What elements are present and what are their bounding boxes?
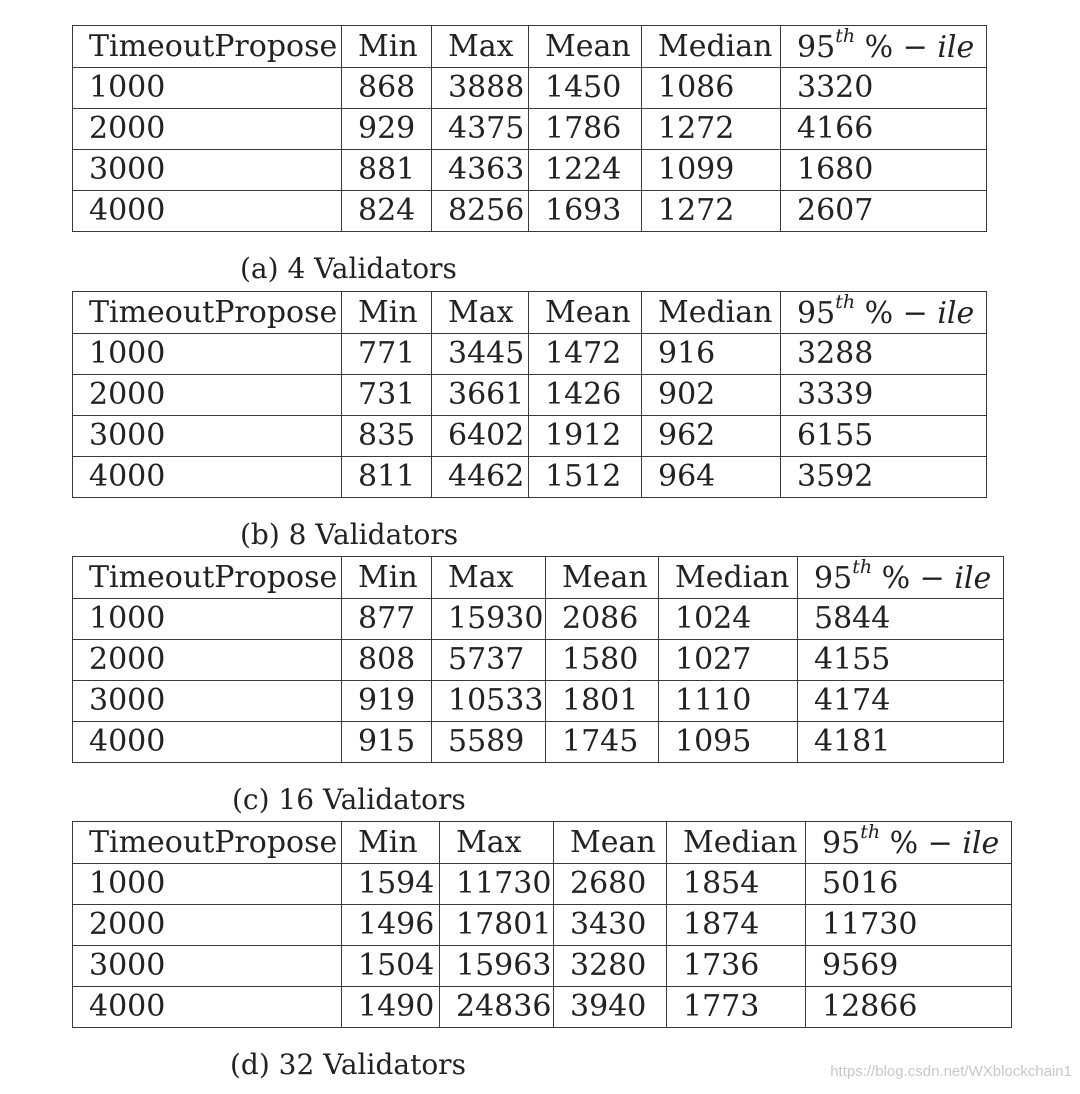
cell: 2680 <box>554 864 667 905</box>
cell: 5016 <box>806 864 1012 905</box>
cell: 824 <box>342 191 432 232</box>
cell: 1224 <box>529 150 642 191</box>
cell: 808 <box>342 640 432 681</box>
cell: 1086 <box>642 68 781 109</box>
cell: 8256 <box>432 191 529 232</box>
cell: 2000 <box>73 109 342 150</box>
cell: 1680 <box>781 150 987 191</box>
cell: 3940 <box>554 987 667 1028</box>
cell: 3320 <box>781 68 987 109</box>
table-row <box>73 109 987 150</box>
cell: 17801 <box>440 905 554 946</box>
cell: 1874 <box>667 905 806 946</box>
cell: 1000 <box>73 864 342 905</box>
header-95th-percentile: 95th % − ile <box>806 822 1012 864</box>
results-table-32-validators <box>72 821 1012 1028</box>
cell: 1594 <box>342 864 440 905</box>
cell: 2000 <box>73 905 342 946</box>
table-header-row <box>73 292 987 334</box>
cell: 1095 <box>659 722 798 763</box>
table-row <box>73 150 987 191</box>
cell: 3592 <box>781 457 987 498</box>
header-timeoutpropose: TimeoutPropose <box>73 822 342 864</box>
cell: 1496 <box>342 905 440 946</box>
header-timeoutpropose: TimeoutPropose <box>73 557 342 599</box>
cell: 4181 <box>798 722 1004 763</box>
cell: 771 <box>342 334 432 375</box>
cell: 731 <box>342 375 432 416</box>
cell: 2607 <box>781 191 987 232</box>
watermark-text: https://blog.csdn.net/WXblockchain1 <box>830 1063 1072 1080</box>
cell: 902 <box>642 375 781 416</box>
header-mean: Mean <box>546 557 659 599</box>
table-caption-b: (b) 8 Validators <box>240 518 459 551</box>
cell: 1472 <box>529 334 642 375</box>
cell: 4000 <box>73 191 342 232</box>
header-mean: Mean <box>529 26 642 68</box>
table-row <box>73 334 987 375</box>
cell: 962 <box>642 416 781 457</box>
cell: 881 <box>342 150 432 191</box>
cell: 1786 <box>529 109 642 150</box>
cell: 868 <box>342 68 432 109</box>
header-max: Max <box>432 557 546 599</box>
table-header-row <box>73 557 1004 599</box>
table-caption-a: (a) 4 Validators <box>240 252 457 285</box>
cell: 4155 <box>798 640 1004 681</box>
cell: 1736 <box>667 946 806 987</box>
cell: 835 <box>342 416 432 457</box>
cell: 1504 <box>342 946 440 987</box>
cell: 5737 <box>432 640 546 681</box>
header-median: Median <box>642 26 781 68</box>
cell: 10533 <box>432 681 546 722</box>
cell: 1801 <box>546 681 659 722</box>
cell: 3280 <box>554 946 667 987</box>
header-max: Max <box>432 26 529 68</box>
header-median: Median <box>642 292 781 334</box>
cell: 4462 <box>432 457 529 498</box>
cell: 915 <box>342 722 432 763</box>
results-table-16-validators <box>72 556 1004 763</box>
header-timeoutpropose: TimeoutPropose <box>73 26 342 68</box>
cell: 1426 <box>529 375 642 416</box>
cell: 877 <box>342 599 432 640</box>
header-mean: Mean <box>554 822 667 864</box>
cell: 4363 <box>432 150 529 191</box>
table-row <box>73 946 1012 987</box>
cell: 1272 <box>642 191 781 232</box>
table-row <box>73 375 987 416</box>
table-row <box>73 457 987 498</box>
cell: 3339 <box>781 375 987 416</box>
table-row <box>73 722 1004 763</box>
header-median: Median <box>659 557 798 599</box>
header-median: Median <box>667 822 806 864</box>
header-95th-percentile: 95th % − ile <box>798 557 1004 599</box>
cell: 11730 <box>806 905 1012 946</box>
table-caption-c: (c) 16 Validators <box>232 783 466 816</box>
table-row <box>73 640 1004 681</box>
cell: 1912 <box>529 416 642 457</box>
cell: 15963 <box>440 946 554 987</box>
header-95th-percentile: 95th % − ile <box>781 26 987 68</box>
table-row <box>73 681 1004 722</box>
cell: 1773 <box>667 987 806 1028</box>
table-row <box>73 987 1012 1028</box>
cell: 3288 <box>781 334 987 375</box>
cell: 1745 <box>546 722 659 763</box>
cell: 1110 <box>659 681 798 722</box>
cell: 9569 <box>806 946 1012 987</box>
table-caption-d: (d) 32 Validators <box>230 1048 466 1081</box>
header-timeoutpropose: TimeoutPropose <box>73 292 342 334</box>
results-table-8-validators <box>72 291 987 498</box>
cell: 6155 <box>781 416 987 457</box>
cell: 4000 <box>73 722 342 763</box>
cell: 3445 <box>432 334 529 375</box>
cell: 3430 <box>554 905 667 946</box>
table-row <box>73 599 1004 640</box>
cell: 3888 <box>432 68 529 109</box>
cell: 1027 <box>659 640 798 681</box>
header-min: Min <box>342 822 440 864</box>
cell: 3000 <box>73 416 342 457</box>
table-row <box>73 68 987 109</box>
table-row <box>73 905 1012 946</box>
cell: 4000 <box>73 987 342 1028</box>
cell: 12866 <box>806 987 1012 1028</box>
cell: 1693 <box>529 191 642 232</box>
results-table-4-validators <box>72 25 987 232</box>
cell: 2086 <box>546 599 659 640</box>
cell: 4174 <box>798 681 1004 722</box>
header-95th-percentile: 95th % − ile <box>781 292 987 334</box>
table-header-row <box>73 822 1012 864</box>
cell: 3000 <box>73 946 342 987</box>
cell: 1000 <box>73 599 342 640</box>
cell: 1490 <box>342 987 440 1028</box>
cell: 3661 <box>432 375 529 416</box>
cell: 919 <box>342 681 432 722</box>
cell: 3000 <box>73 150 342 191</box>
cell: 1024 <box>659 599 798 640</box>
table-row <box>73 191 987 232</box>
cell: 1450 <box>529 68 642 109</box>
cell: 1099 <box>642 150 781 191</box>
header-min: Min <box>342 557 432 599</box>
cell: 1272 <box>642 109 781 150</box>
cell: 5589 <box>432 722 546 763</box>
cell: 4000 <box>73 457 342 498</box>
cell: 4166 <box>781 109 987 150</box>
cell: 6402 <box>432 416 529 457</box>
cell: 11730 <box>440 864 554 905</box>
cell: 1580 <box>546 640 659 681</box>
header-min: Min <box>342 292 432 334</box>
cell: 916 <box>642 334 781 375</box>
header-max: Max <box>432 292 529 334</box>
cell: 964 <box>642 457 781 498</box>
cell: 2000 <box>73 640 342 681</box>
cell: 4375 <box>432 109 529 150</box>
cell: 1000 <box>73 334 342 375</box>
cell: 2000 <box>73 375 342 416</box>
header-max: Max <box>440 822 554 864</box>
cell: 3000 <box>73 681 342 722</box>
cell: 811 <box>342 457 432 498</box>
cell: 24836 <box>440 987 554 1028</box>
table-row <box>73 416 987 457</box>
table-header-row <box>73 26 987 68</box>
cell: 929 <box>342 109 432 150</box>
cell: 1854 <box>667 864 806 905</box>
table-row <box>73 864 1012 905</box>
cell: 15930 <box>432 599 546 640</box>
cell: 5844 <box>798 599 1004 640</box>
header-min: Min <box>342 26 432 68</box>
header-mean: Mean <box>529 292 642 334</box>
cell: 1000 <box>73 68 342 109</box>
cell: 1512 <box>529 457 642 498</box>
